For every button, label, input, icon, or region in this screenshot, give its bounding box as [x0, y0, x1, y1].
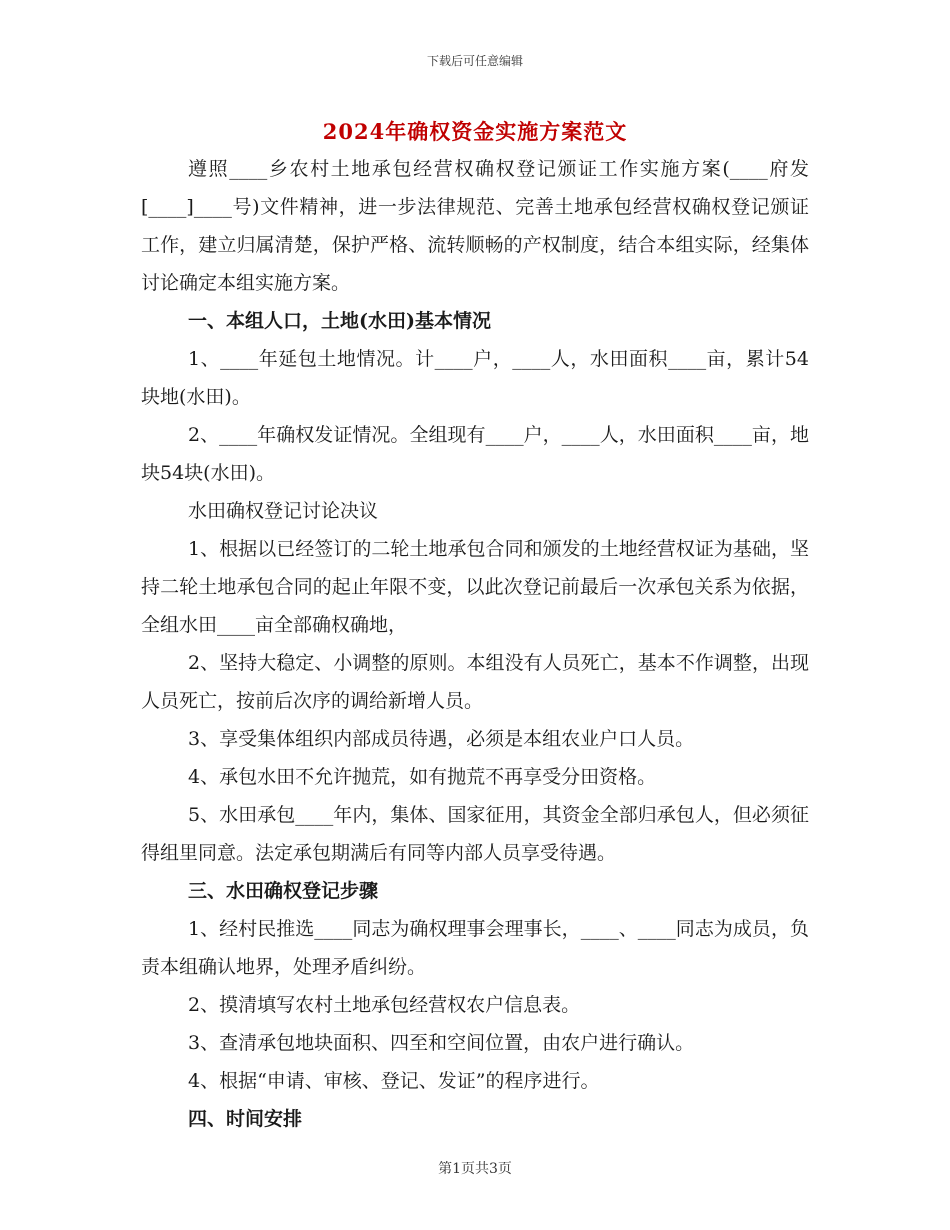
page-header: 下载后可任意编辑 [426, 54, 523, 68]
paragraph-item: 4、根据“申请、审核、登记、发证”的程序进行。 [188, 1070, 600, 1092]
document-body [141, 150, 809, 1138]
paragraph-item: 2、坚持大稳定、小调整的原则。本组没有人员死亡，基本不作调整，出现人员死亡，按前后次序的调给新增人员。 [141, 652, 809, 712]
paragraph-item: 1、根据以已经签订的二轮土地承包合同和颁发的土地经营权证为基础，坚持二轮土地承包合同的起止年限不变，以此次登记前最后一次承包关系为依据，全组水田____亩全部确权确地， [141, 538, 809, 636]
paragraph-item: 4、承包水田不允许抛荒，如有抛荒不再享受分田资格。 [188, 766, 657, 788]
paragraph-item: 2、摸清填写农村土地承包经营权农户信息表。 [188, 994, 581, 1016]
section-heading-1: 一、本组人口，土地(水田)基本情况 [188, 310, 491, 332]
paragraph-item: 2、____年确权发证情况。全组现有____户，____人，水田面积____亩，地块54块(水田)。 [141, 424, 809, 484]
page-footer: 第1页共3页 [438, 1161, 512, 1177]
paragraph-item: 3、享受集体组织内部成员待遇，必须是本组农业户口人员。 [188, 728, 695, 750]
paragraph-item: 1、____年延包土地情况。计____户，____人，水田面积____亩，累计54块地(水田)。 [141, 348, 809, 408]
section-heading-4: 四、时间安排 [188, 1108, 303, 1130]
section-heading-3: 三、水田确权登记步骤 [188, 880, 379, 902]
paragraph-item: 1、经村民推选____同志为确权理事会理事长，____、____同志为成员，负责本组确认地界，处理矛盾纠纷。 [141, 918, 809, 978]
paragraph-item: 5、水田承包____年内，集体、国家征用，其资金全部归承包人，但必须征得组里同意。法定承包期满后有同等内部人员享受待遇。 [141, 804, 809, 864]
paragraph-subheading: 水田确权登记讨论决议 [188, 500, 379, 522]
document-title: 2024年确权资金实施方案范文 [322, 119, 628, 144]
paragraph-intro: 遵照____乡农村土地承包经营权确权登记颁证工作实施方案(____府发[____]____号)文件精神，进一步法律规范、完善土地承包经营权确权登记颁证工作，建立归属清楚，保护严格、流转顺畅的产权制度，结合本组实际，经集体讨论确定本组实施方案。 [141, 158, 809, 294]
paragraph-item: 3、查清承包地块面积、四至和空间位置，由农户进行确认。 [188, 1032, 695, 1054]
